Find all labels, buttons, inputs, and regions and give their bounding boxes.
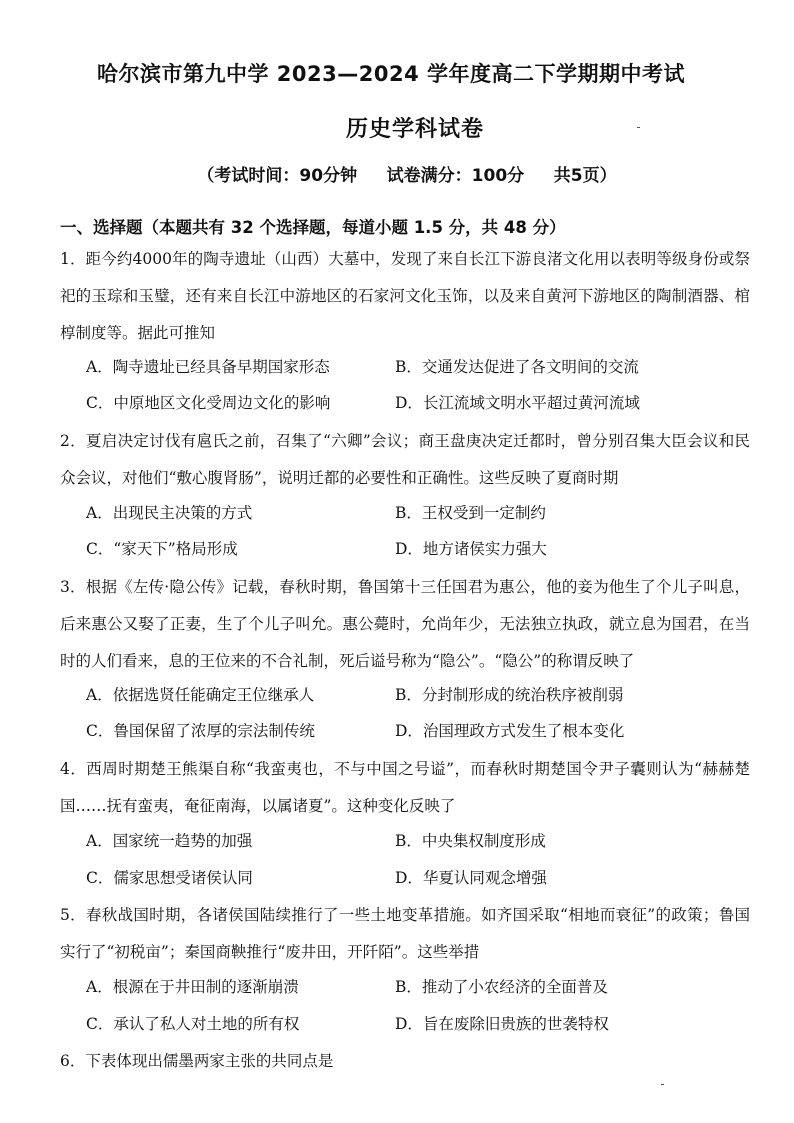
question-1-option-b: B．交通发达促进了各文明间的交流	[395, 358, 639, 376]
question-4-option-d: D．华夏认同观念增强	[395, 869, 547, 887]
question-2-option-d: D．地方诸侯实力强大	[395, 540, 547, 558]
question-5-option-a: A．根源在于井田制的逐渐崩溃	[86, 978, 299, 996]
question-5-option-b: B．推动了小农经济的全面普及	[395, 978, 608, 996]
question-1-option-a: A．陶寺遗址已经具备早期国家形态	[86, 358, 330, 376]
question-1-option-d: D．长江流域文明水平超过黄河流域	[395, 394, 640, 412]
question-4-option-c: C．儒家思想受诸侯认同	[86, 869, 253, 887]
question-2-stem: 2．夏启决定讨伐有扈氏之前，召集了“六卿”会议；商王盘庚决定迁都时，曾分别召集大臣会议和民众会议，对他们“敷心腹肾肠”，说明迁都的必要性和正确性。这些反映了夏商时期	[60, 432, 750, 487]
scan-speck	[661, 1084, 664, 1085]
question-1-option-c: C．中原地区文化受周边文化的影响	[86, 394, 331, 412]
question-4-option-a: A．国家统一趋势的加强	[86, 832, 253, 850]
question-5-option-d: D．旨在废除旧贵族的世袭特权	[395, 1015, 609, 1033]
question-4-stem: 4．西周时期楚王熊渠自称“我蛮夷也，不与中国之号谥”，而春秋时期楚国令尹子囊则认为“赫赫楚国……抚有蛮夷，奄征南海，以属诸夏”。这种变化反映了	[60, 760, 750, 815]
question-2-option-c: C．“家天下”格局形成	[86, 540, 238, 558]
question-3-stem: 3．根据《左传·隐公传》记载，春秋时期，鲁国第十三任国君为惠公，他的妾为他生了个儿子叫息，后来惠公又娶了正妻，生了个儿子叫允。惠公薨时，允尚年少，无法独立执政，就立息为国君，在当时的人们看来，息的王位来的不合礼制，死后谥号称为“隐公”。“隐公”的称谓反映了	[60, 578, 750, 670]
question-3-option-b: B．分封制形成的统治秩序被削弱	[395, 686, 624, 704]
exam-title: 哈尔滨市第九中学 2023—2024 学年度高二下学期期中考试	[97, 62, 686, 86]
section-heading-multiple-choice: 一、选择题（本题共有 32 个选择题，每道小题 1.5 分，共 48 分）	[60, 218, 566, 237]
question-5-stem: 5．春秋战国时期，各诸侯国陆续推行了一些土地变革措施。如齐国采取“相地而衰征”的政策；鲁国实行了“初税亩”；秦国商鞅推行“废井田，开阡陌”。这些举措	[60, 906, 750, 961]
scan-speck	[637, 127, 640, 128]
question-1-stem: 1．距今约4000年的陶寺遗址（山西）大墓中，发现了来自长江下游良渚文化用以表明等级身份或祭祀的玉琮和玉璧，还有来自长江中游地区的石家河文化玉饰，以及来自黄河下游地区的陶制酒器、棺椁制度等。据此可推知	[60, 250, 750, 342]
exam-subject-title: 历史学科试卷	[345, 117, 484, 142]
question-3-option-c: C．鲁国保留了浓厚的宗法制传统	[86, 722, 315, 740]
question-2-option-a: A．出现民主决策的方式	[86, 504, 253, 522]
question-2-option-b: B．王权受到一定制约	[395, 504, 546, 522]
question-6-stem: 6．下表体现出儒墨两家主张的共同点是	[60, 1052, 334, 1070]
question-3-option-a: A．依据选贤任能确定王位继承人	[86, 686, 315, 704]
question-5-option-c: C．承认了私人对土地的所有权	[86, 1015, 300, 1033]
question-3-option-d: D．治国理政方式发生了根本变化	[395, 722, 625, 740]
exam-meta-info: （考试时间：90分钟 试卷满分：100分 共5页）	[197, 166, 617, 186]
question-4-option-b: B．中央集权制度形成	[395, 832, 546, 850]
